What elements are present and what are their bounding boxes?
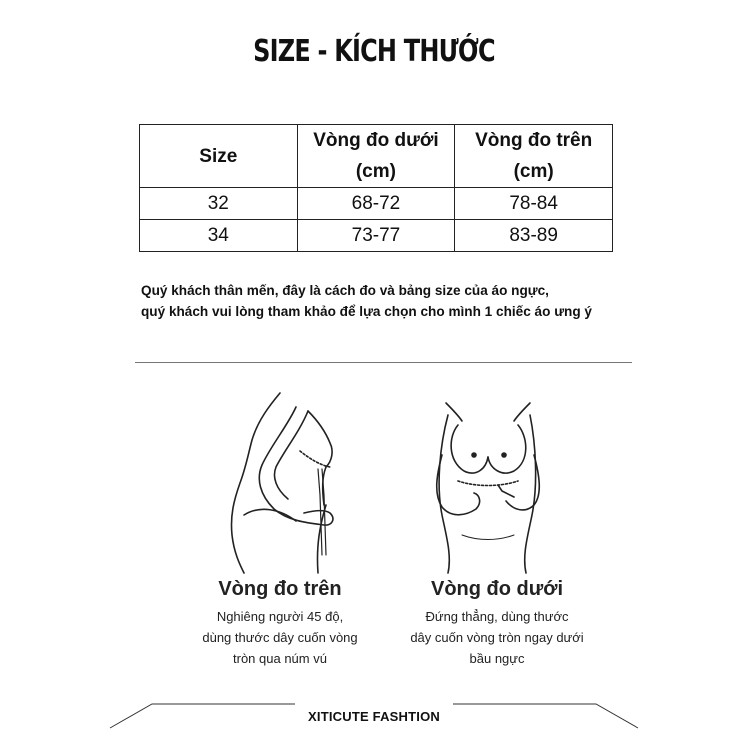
standing-body-illustration	[418, 385, 558, 575]
lean-body-illustration	[200, 385, 370, 575]
page-title: SIZE - KÍCH THƯỚC	[253, 34, 495, 69]
table-cell: 32	[140, 188, 298, 220]
header-over-bust: Vòng đo trên (cm)	[455, 125, 613, 188]
brand-name: XITICUTE FASHTION	[308, 709, 440, 724]
table-row	[140, 188, 613, 220]
note-line: quý khách vui lòng tham khảo để lựa chọn cho mình 1 chiếc áo ưng ý	[141, 304, 592, 319]
figure-caption-under-bust: Đứng thẳng, dùng thước dây cuốn vòng tròn ngay dưới bầu ngực	[410, 609, 584, 666]
header-size: Size	[140, 125, 298, 188]
size-table	[139, 124, 613, 252]
table-cell: 73-77	[297, 220, 455, 252]
table-row	[140, 220, 613, 252]
table-cell: 83-89	[455, 220, 613, 252]
header-under-bust: Vòng đo dưới (cm)	[297, 125, 455, 188]
table-header-row	[140, 125, 613, 188]
note-line: Quý khách thân mến, đây là cách đo và bảng size của áo ngực,	[141, 283, 549, 298]
table-cell: 68-72	[297, 188, 455, 220]
figure-title-under-bust: Vòng đo dưới	[430, 578, 563, 600]
table-cell: 34	[140, 220, 298, 252]
intro-note	[141, 280, 741, 322]
figure-title-over-bust: Vòng đo trên	[218, 578, 342, 600]
figure-caption-over-bust: Nghiêng người 45 độ, dùng thước dây cuốn vòng tròn qua núm vú	[202, 609, 358, 666]
divider	[135, 362, 632, 363]
table-cell: 78-84	[455, 188, 613, 220]
